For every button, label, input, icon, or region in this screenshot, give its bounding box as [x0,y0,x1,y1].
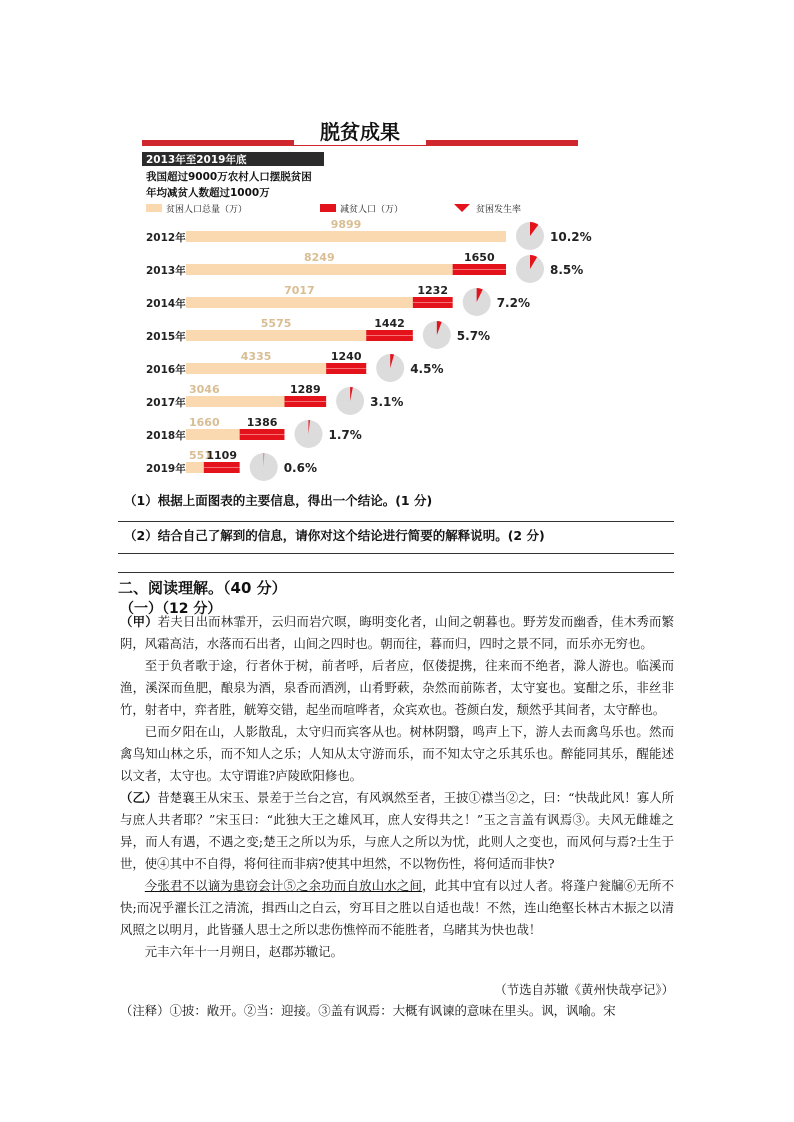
yi-p2-rest: ，此其中宜有以过人者。将蓬户瓮牖⑥无所不快;而况乎濯长江之清流，揖西山之白云，穷耳目之胜以自适也哉！不然，连山绝壑长林古木振之以清风照之以明月，此皆骚人思士之所以悲伤憔悴而不能胜者，乌睹其为快也哉！ [120,878,675,937]
total-bar [186,363,326,374]
question-1: （1）根据上面图表的主要信息，得出一个结论。(1 分) [124,493,433,508]
summary-line-1: 我国超过9000万农村人口摆脱贫困 [146,171,312,183]
total-bar [186,462,204,473]
rate-label: 1.7% [328,428,362,442]
jia-label: （甲） [120,614,158,629]
total-bar [186,264,453,275]
reduction-bar-pattern [413,302,453,303]
reduction-label: 1650 [463,251,495,264]
answer-line-1 [118,521,674,522]
total-label: 4335 [240,350,272,363]
question-2: （2）结合自己了解到的信息，请你对这个结论进行简要的解释说明。(2 分) [124,528,545,543]
legend-swatch-reduction [320,204,336,212]
passage [120,611,674,963]
rate-label: 0.6% [283,461,317,475]
year-label: 2013年 [146,265,186,277]
source-citation: （节选自苏辙《黄州快哉亭记》） [494,982,674,997]
total-bar [186,429,240,440]
reduction-bar-pattern [326,368,366,369]
reduction-label: 1240 [330,350,362,363]
total-bar [186,231,506,242]
answer-line-3 [118,572,674,573]
reduction-bar-pattern [284,401,326,402]
total-label: 5575 [260,317,292,330]
reduction-bar-pattern [240,434,285,435]
year-label: 2012年 [146,232,186,244]
chart-title: 脱贫成果 [320,120,400,144]
rate-label: 7.2% [496,296,530,310]
annotation-note: （注释）①披：敞开。②当：迎接。③盖有讽焉：大概有讽谏的意味在里头。讽，讽喻。宋 [120,1003,616,1018]
reduction-bar-pattern [204,467,240,468]
rate-pie [376,354,404,382]
reduction-label: 1232 [417,284,449,297]
chart-rows [146,218,592,481]
year-label: 2017年 [146,397,186,409]
subsection-title: （一）（12 分） [120,601,222,617]
year-label: 2019年 [146,463,186,475]
year-label: 2014年 [146,298,186,310]
reduction-bar-pattern [453,269,506,270]
rate-pie [423,321,451,349]
summary-line-2: 年均减贫人数超过1000万 [146,187,270,199]
total-label: 8249 [303,251,335,264]
jia-p1 [120,611,674,655]
yi-p1 [120,787,674,875]
reduction-bar-pattern [366,335,413,336]
reduction-label: 1289 [289,383,321,396]
rate-label: 4.5% [410,362,444,376]
yi-p3: 元丰六年十一月朔日，赵郡苏辙记。 [144,944,344,959]
answer-line-2 [118,553,674,554]
reduction-label: 1109 [206,449,238,462]
yi-p2 [120,875,674,941]
rate-label: 5.7% [456,329,491,343]
year-label: 2015年 [146,331,186,343]
yi-p1-text: 昔楚襄王从宋玉、景差于兰台之宫，有风飒然至者，王披①襟当②之，曰：“快哉此风！寡人所与庶人共者耶？”宋玉曰：“此独大王之雄风耳，庶人安得共之！”玉之言盖有讽焉③。夫风无雌雄之异，而人有遇，不遇之变;楚王之所以为乐，与庶人之所以为忧，此则人之变也，而风何与焉?士生于世，使④其中不自得，将何往而非病?使其中坦然，不以物伤性，将何适而非快? [120,790,674,871]
rate-pie [336,387,364,415]
legend-swatch-total [146,204,162,212]
legend-reduction: 减贫人口（万） [340,205,404,215]
period-header: 2013年至2019年底 [146,154,247,166]
reduction-label: 1386 [246,416,278,429]
jia-p1-text: 若夫日出而林霏开，云归而岩穴暝，晦明变化者，山间之朝暮也。野芳发而幽香，佳木秀而繁阴，风霜高洁，水落而石出者，山间之四时也。朝而往，暮而归，四时之景不同，而乐亦无穷也。 [120,614,675,651]
legend-swatch-rate [454,204,470,212]
total-label: 551 [189,449,212,462]
total-label: 9899 [330,218,362,231]
total-label: 3046 [189,383,220,396]
year-label: 2016年 [146,364,186,376]
total-bar [186,297,413,308]
jia-p2: 至于负者歌于途，行者休于树，前者呼，后者应，伛偻提携，往来而不绝者，滁人游也。临溪而渔，溪深而鱼肥，酿泉为酒，泉香而酒洌，山肴野蔌，杂然而前陈者，太守宴也。宴酣之乐，非丝非竹，射者中，弈者胜，觥筹交错，起坐而喧哗者，众宾欢也。苍颜白发，颓然乎其间者，太守醉也。 [120,658,674,717]
section-title: 二、阅读理解。（40 分） [118,579,287,597]
rate-label: 10.2% [550,230,592,244]
jia-p3: 已而夕阳在山，人影散乱，太守归而宾客从也。树林阴翳，鸣声上下，游人去而禽鸟乐也。然而禽鸟知山林之乐，而不知人之乐；人知从太守游而乐，而不知太守之乐其乐也。醉能同其乐，醒能述以文者，太守也。太守谓谁?庐陵欧阳修也。 [120,724,674,783]
total-label: 7017 [284,284,315,297]
rate-label: 8.5% [550,263,584,277]
rate-label: 3.1% [370,395,404,409]
reduction-label: 1442 [374,317,405,330]
yi-label: （乙） [120,790,158,805]
yi-p2-underlined: 今张君不以谪为患窃会计⑤之余功而自放山水之间 [144,878,423,893]
legend-rate: 贫困发生率 [476,205,522,215]
total-label: 1660 [189,416,220,429]
poverty-chart [142,118,592,480]
legend-total: 贫困人口总量（万） [166,205,248,215]
total-bar [186,330,366,341]
legend [146,203,521,215]
total-bar [186,396,284,407]
year-label: 2018年 [146,430,186,442]
